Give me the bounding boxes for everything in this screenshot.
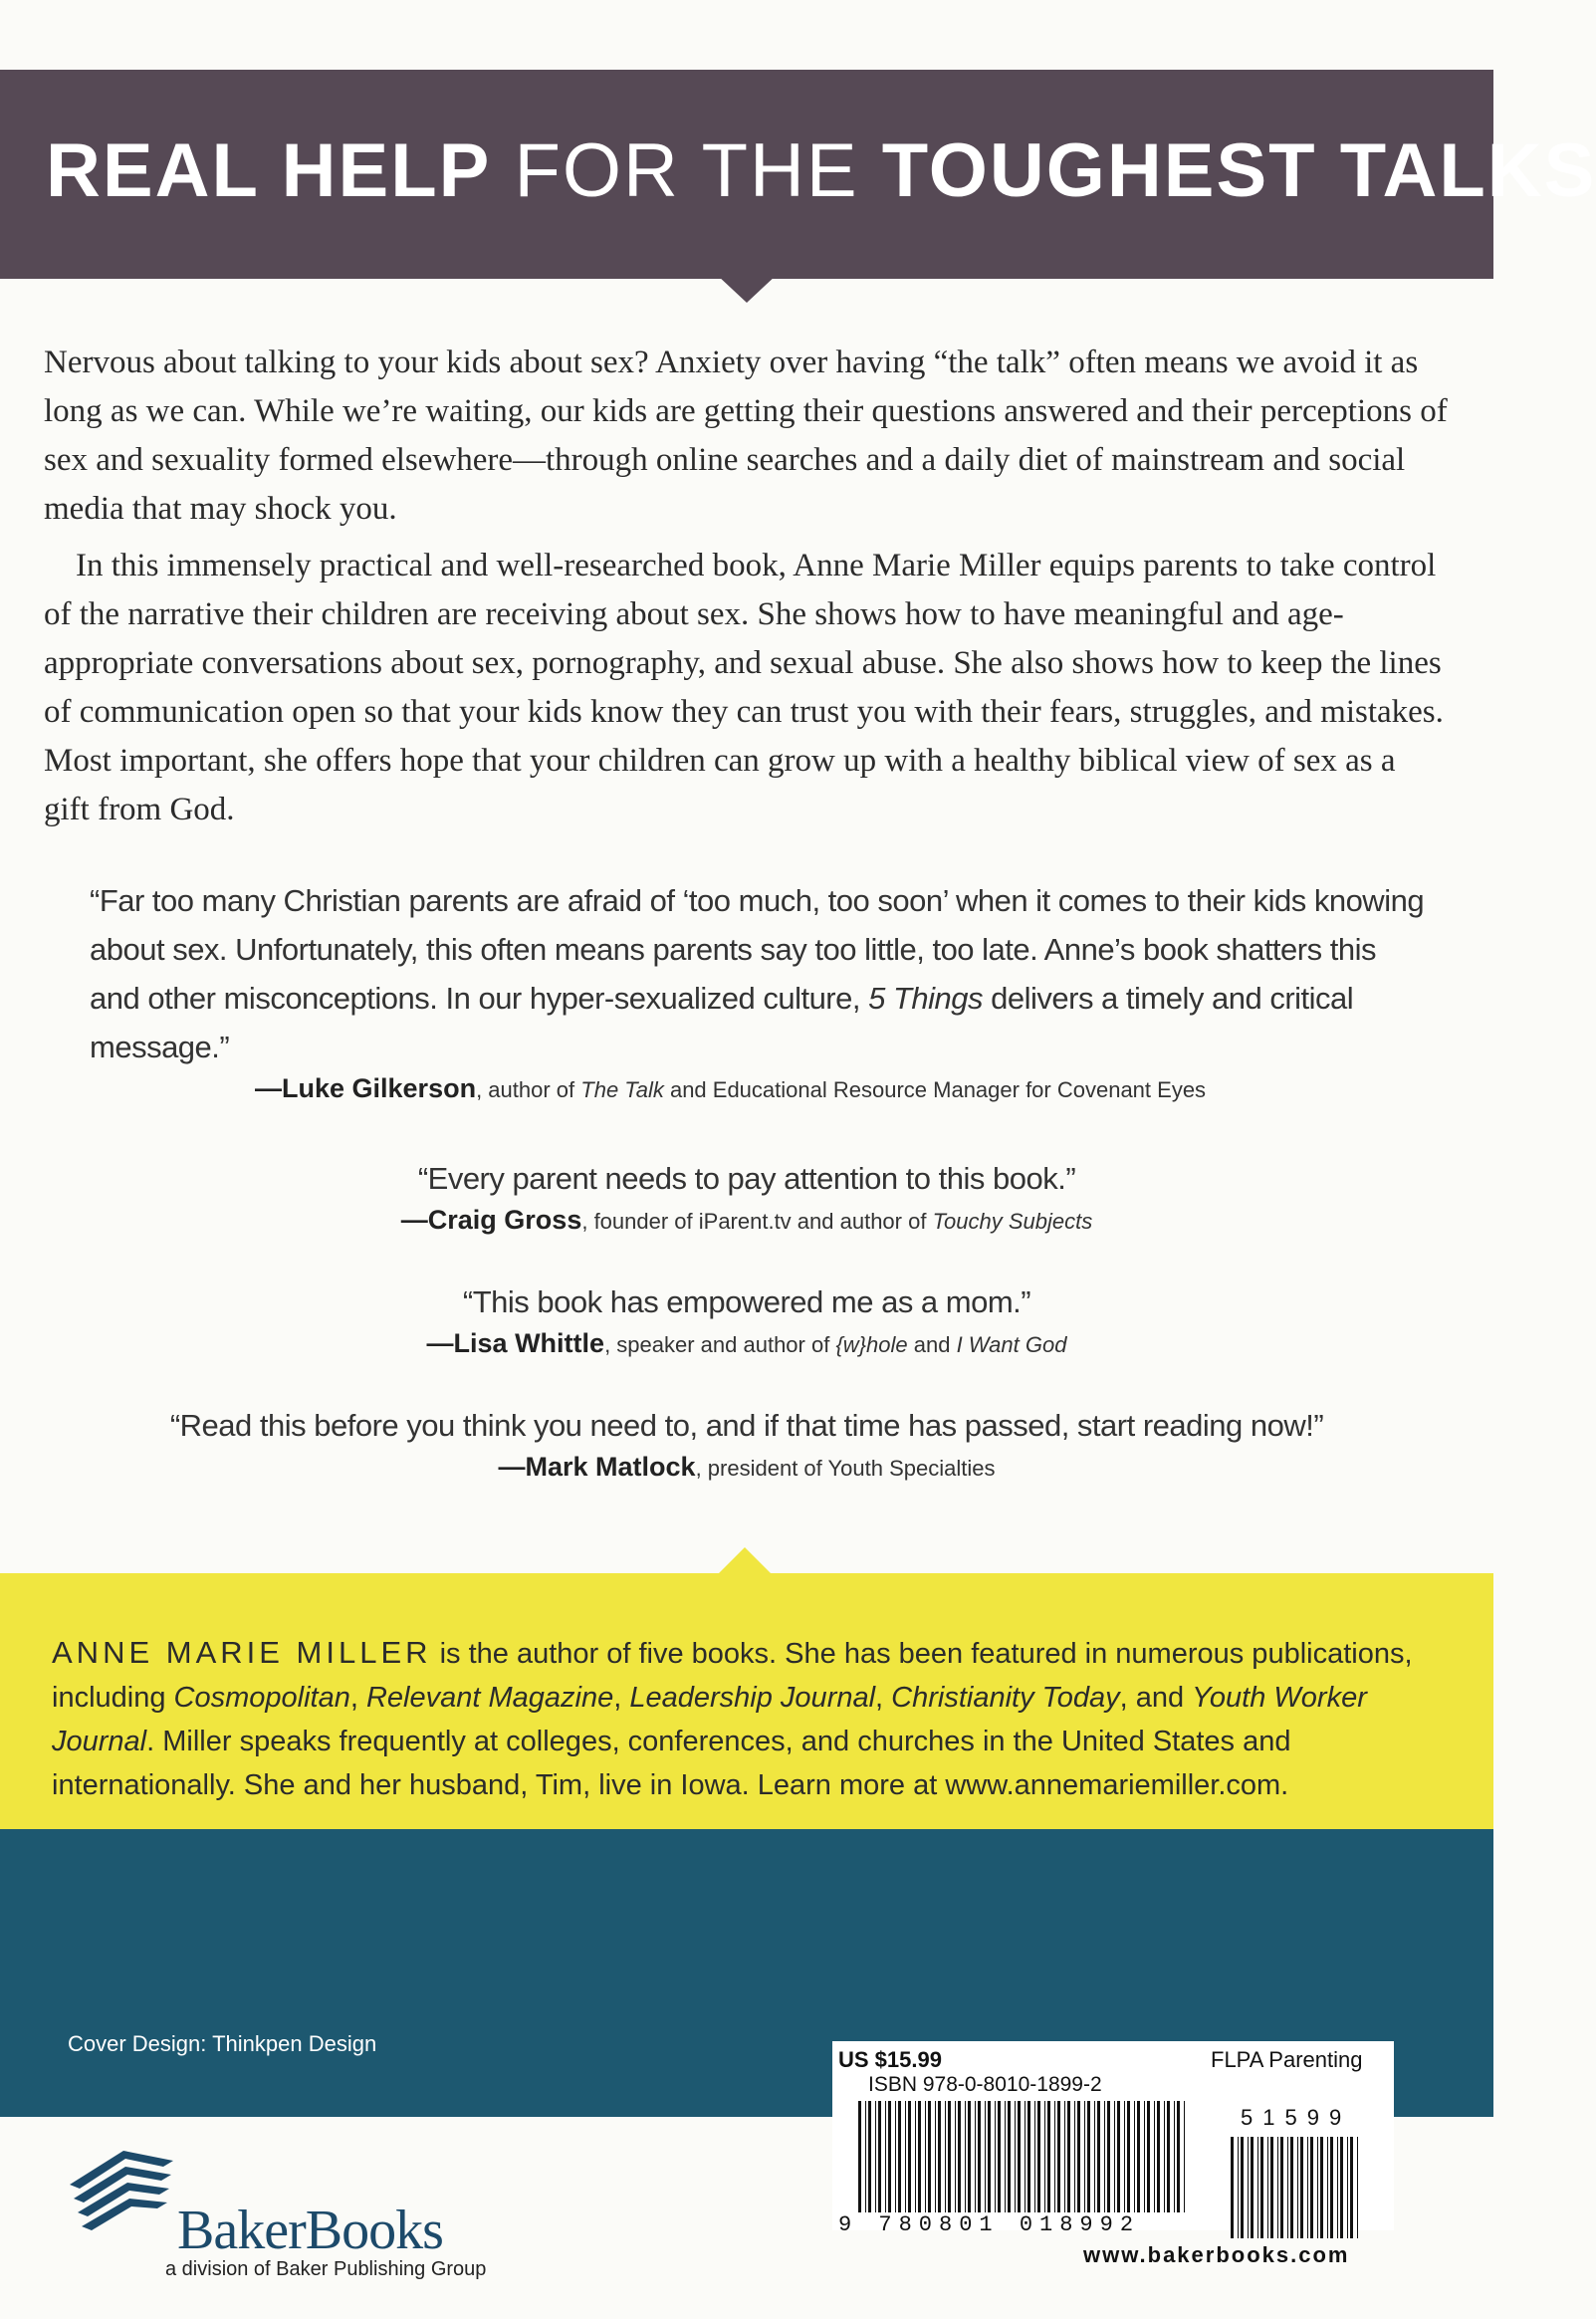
price: US $15.99 [838, 2047, 942, 2072]
barcode-bar [1317, 2137, 1318, 2238]
barcode-bar [895, 2101, 896, 2212]
barcode-bar [1177, 2101, 1180, 2212]
endorsements [60, 876, 1434, 1483]
publisher-name: BakerBooks [177, 2200, 443, 2261]
barcode-bar [1164, 2101, 1165, 2212]
barcode-bar [1327, 2137, 1328, 2238]
publisher-tagline: a division of Baker Publishing Group [165, 2258, 487, 2280]
endorsement [60, 1277, 1434, 1359]
endorsement [60, 1401, 1434, 1483]
barcode-bar [1310, 2137, 1313, 2238]
barcode-bar [935, 2101, 936, 2212]
banner-title-bold-2: TOUGHEST TALKS [881, 128, 1596, 213]
barcode-bar [1350, 2137, 1353, 2238]
barcode-bar [1044, 2101, 1045, 2212]
barcode-bar [1251, 2137, 1254, 2238]
barcode-bar [1154, 2101, 1155, 2212]
barcode-bar [1248, 2137, 1249, 2238]
barcode-bar [948, 2101, 951, 2212]
endorsement-attribution: —Lisa Whittle, speaker and author of {w}hole and I Want God [426, 1328, 1067, 1358]
endorser-name: —Luke Gilkerson [255, 1073, 477, 1103]
barcode-bar [1337, 2137, 1338, 2238]
barcode-bar [1174, 2101, 1175, 2212]
barcode-bar [988, 2101, 991, 2212]
barcode-bar [1280, 2137, 1283, 2238]
endorsement-text: “Far too many Christian parents are afraid of ‘too much, too soon’ when it comes to their kids knowing about sex. Unfortunately, this often means parents say too little, too late. Anne’s book shatters this and other misconceptions. In our hyper-sexualized culture, 5 Things delivers a timely and critical message.” [90, 883, 1425, 1064]
barcode-bar [1287, 2137, 1288, 2238]
barcode-bar [1047, 2101, 1050, 2212]
barcode-bar [1167, 2101, 1170, 2212]
endorser-name: —Mark Matlock [498, 1452, 696, 1482]
barcode-bar [885, 2101, 886, 2212]
barcode-bar [978, 2101, 981, 2212]
author-name: ANNE MARIE MILLER [52, 1635, 432, 1670]
barcode-bar [958, 2101, 961, 2212]
barcode-bar [1074, 2101, 1075, 2212]
author-bio-band [0, 1573, 1493, 1829]
title-banner [0, 70, 1596, 279]
endorsement [60, 1154, 1434, 1236]
barcode-bar [1087, 2101, 1090, 2212]
cover-design-credit: Cover Design: Thinkpen Design [68, 2031, 377, 2056]
banner-title [46, 127, 1596, 214]
barcode-bar [985, 2101, 986, 2212]
barcode-bar [1117, 2101, 1120, 2212]
barcode-bar [938, 2101, 941, 2212]
endorsement-text: “This book has empowered me as a mom.” [462, 1284, 1031, 1319]
barcode-bar [1270, 2137, 1273, 2238]
barcode-bar [998, 2101, 1001, 2212]
barcode-bar [995, 2101, 996, 2212]
endorsement-text: “Read this before you think you need to, and if that time has passed, start reading now!” [169, 1408, 1324, 1443]
barcode-bar [1241, 2137, 1244, 2238]
barcode-bar [1054, 2101, 1055, 2212]
barcode-bar [878, 2101, 881, 2212]
barcode-bar [915, 2101, 916, 2212]
barcode-bar [975, 2101, 976, 2212]
barcode-bar [908, 2101, 911, 2212]
barcode-bar [1340, 2137, 1343, 2238]
barcode-bar [1008, 2101, 1011, 2212]
barcode-bar [1357, 2137, 1358, 2238]
barcode-bar [865, 2101, 866, 2212]
barcode-bar [1114, 2101, 1115, 2212]
barcode-bar [955, 2101, 956, 2212]
barcode-bar [1018, 2101, 1021, 2212]
barcode-bar [1137, 2101, 1140, 2212]
barcode-bar [1277, 2137, 1278, 2238]
barcode-bar [1077, 2101, 1080, 2212]
barcode-bar [1257, 2137, 1258, 2238]
banner-title-bold: REAL HELP [46, 128, 492, 213]
barcode-bar [1057, 2101, 1060, 2212]
barcode-bar [1300, 2137, 1303, 2238]
barcode-bar [945, 2101, 946, 2212]
isbn: ISBN 978-0-8010-1899-2 [868, 2073, 1102, 2096]
barcode-bar [918, 2101, 921, 2212]
endorsement-attribution: —Luke Gilkerson, author of The Talk and Educational Resource Manager for Covenant Eyes [255, 1073, 1207, 1103]
barcode-bar [1297, 2137, 1298, 2238]
barcode-bar [1231, 2137, 1234, 2238]
banner-title-light: FOR THE [491, 128, 882, 213]
endorser-name: —Craig Gross [400, 1205, 582, 1235]
addon-barcode [1231, 2137, 1360, 2238]
barcode-bar [1097, 2101, 1100, 2212]
publisher-url: www.bakerbooks.com [1083, 2242, 1350, 2267]
barcode-bar [898, 2101, 901, 2212]
barcode-bar [1127, 2101, 1130, 2212]
barcode-bar [925, 2101, 926, 2212]
barcode-bar [1005, 2101, 1006, 2212]
barcode-digits: 9 780801 018992 [838, 2212, 1141, 2237]
endorser-name: —Lisa Whittle [426, 1328, 605, 1358]
barcode-bar [1094, 2101, 1095, 2212]
barcode-bar [1157, 2101, 1160, 2212]
barcode-bar [968, 2101, 971, 2212]
barcode-bar [1107, 2101, 1110, 2212]
barcode-bar [1238, 2137, 1239, 2238]
barcode-bar [868, 2101, 871, 2212]
isbn-barcode [858, 2101, 1187, 2212]
barcode-bar [905, 2101, 906, 2212]
barcode-bar [1015, 2101, 1016, 2212]
book-description [44, 339, 1448, 842]
barcode-bar [888, 2101, 891, 2212]
barcode-bar [1027, 2101, 1030, 2212]
endorsement-attribution: —Craig Gross, founder of iParent.tv and author of Touchy Subjects [400, 1205, 1093, 1235]
barcode-bar [1034, 2101, 1035, 2212]
category: FLPA Parenting [1211, 2047, 1363, 2072]
barcode-bar [1104, 2101, 1105, 2212]
barcode-bar [875, 2101, 876, 2212]
bio-notch [717, 1547, 773, 1575]
endorsement [60, 876, 1434, 1104]
endorsement-text: “Every parent needs to pay attention to this book.” [417, 1161, 1076, 1196]
barcode-bar [1134, 2101, 1135, 2212]
endorsement-attribution: —Mark Matlock, president of Youth Specialties [498, 1452, 996, 1482]
barcode-bar [1147, 2101, 1150, 2212]
barcode-bar [928, 2101, 931, 2212]
book-icon [66, 2141, 175, 2260]
barcode-bar [1067, 2101, 1070, 2212]
barcode-bar [1124, 2101, 1125, 2212]
barcode-bar [1320, 2137, 1323, 2238]
barcode-bar [1330, 2137, 1333, 2238]
barcode-bar [1260, 2137, 1263, 2238]
barcode-bar [1184, 2101, 1185, 2212]
barcode-bar [1084, 2101, 1085, 2212]
barcode-bar [1290, 2137, 1293, 2238]
description-paragraph: In this immensely practical and well-researched book, Anne Marie Miller equips parents to take control of the narrative their children are receiving about sex. She shows how to have meaningful and age-appropriate conversations about sex, pornography, and sexual abuse. She also shows how to keep the lines of communication open so that your kids know they can trust you with their fears, struggles, and mistakes. Most important, she offers hope that your children can grow up with a healthy biblical view of sex as a gift from God. [44, 548, 1444, 827]
barcode-bar [858, 2101, 861, 2212]
author-bio: ANNE MARIE MILLER is the author of five books. She has been featured in numerous publications, including Cosmopolitan, Relevant Magazine, Leadership Journal, Christianity Today, and Youth Worker Journal. Miller speaks frequently at colleges, conferences, and churches in the United States and internationally. She and her husband, Tim, live in Iowa. Learn more at www.annemariemiller.com. [52, 1635, 1413, 1801]
description-paragraph: Nervous about talking to your kids about sex? Anxiety over having “the talk” often means we avoid it as long as we can. While we’re waiting, our kids are getting their questions answered and their perceptions of sex and sexuality formed elsewhere—through online searches and a daily diet of mainstream and social media that may shock you. [44, 345, 1448, 527]
barcode-bar [1307, 2137, 1308, 2238]
barcode-bar [1267, 2137, 1268, 2238]
banner-notch [717, 275, 777, 303]
barcode-bar [1144, 2101, 1145, 2212]
barcode-bar [965, 2101, 966, 2212]
barcode-bar [1064, 2101, 1065, 2212]
price-addon-digits: 51599 [1241, 2105, 1352, 2130]
barcode-bar [1347, 2137, 1348, 2238]
barcode-bar [1025, 2101, 1026, 2212]
barcode-bar [1037, 2101, 1040, 2212]
barcode-panel [832, 2041, 1394, 2267]
